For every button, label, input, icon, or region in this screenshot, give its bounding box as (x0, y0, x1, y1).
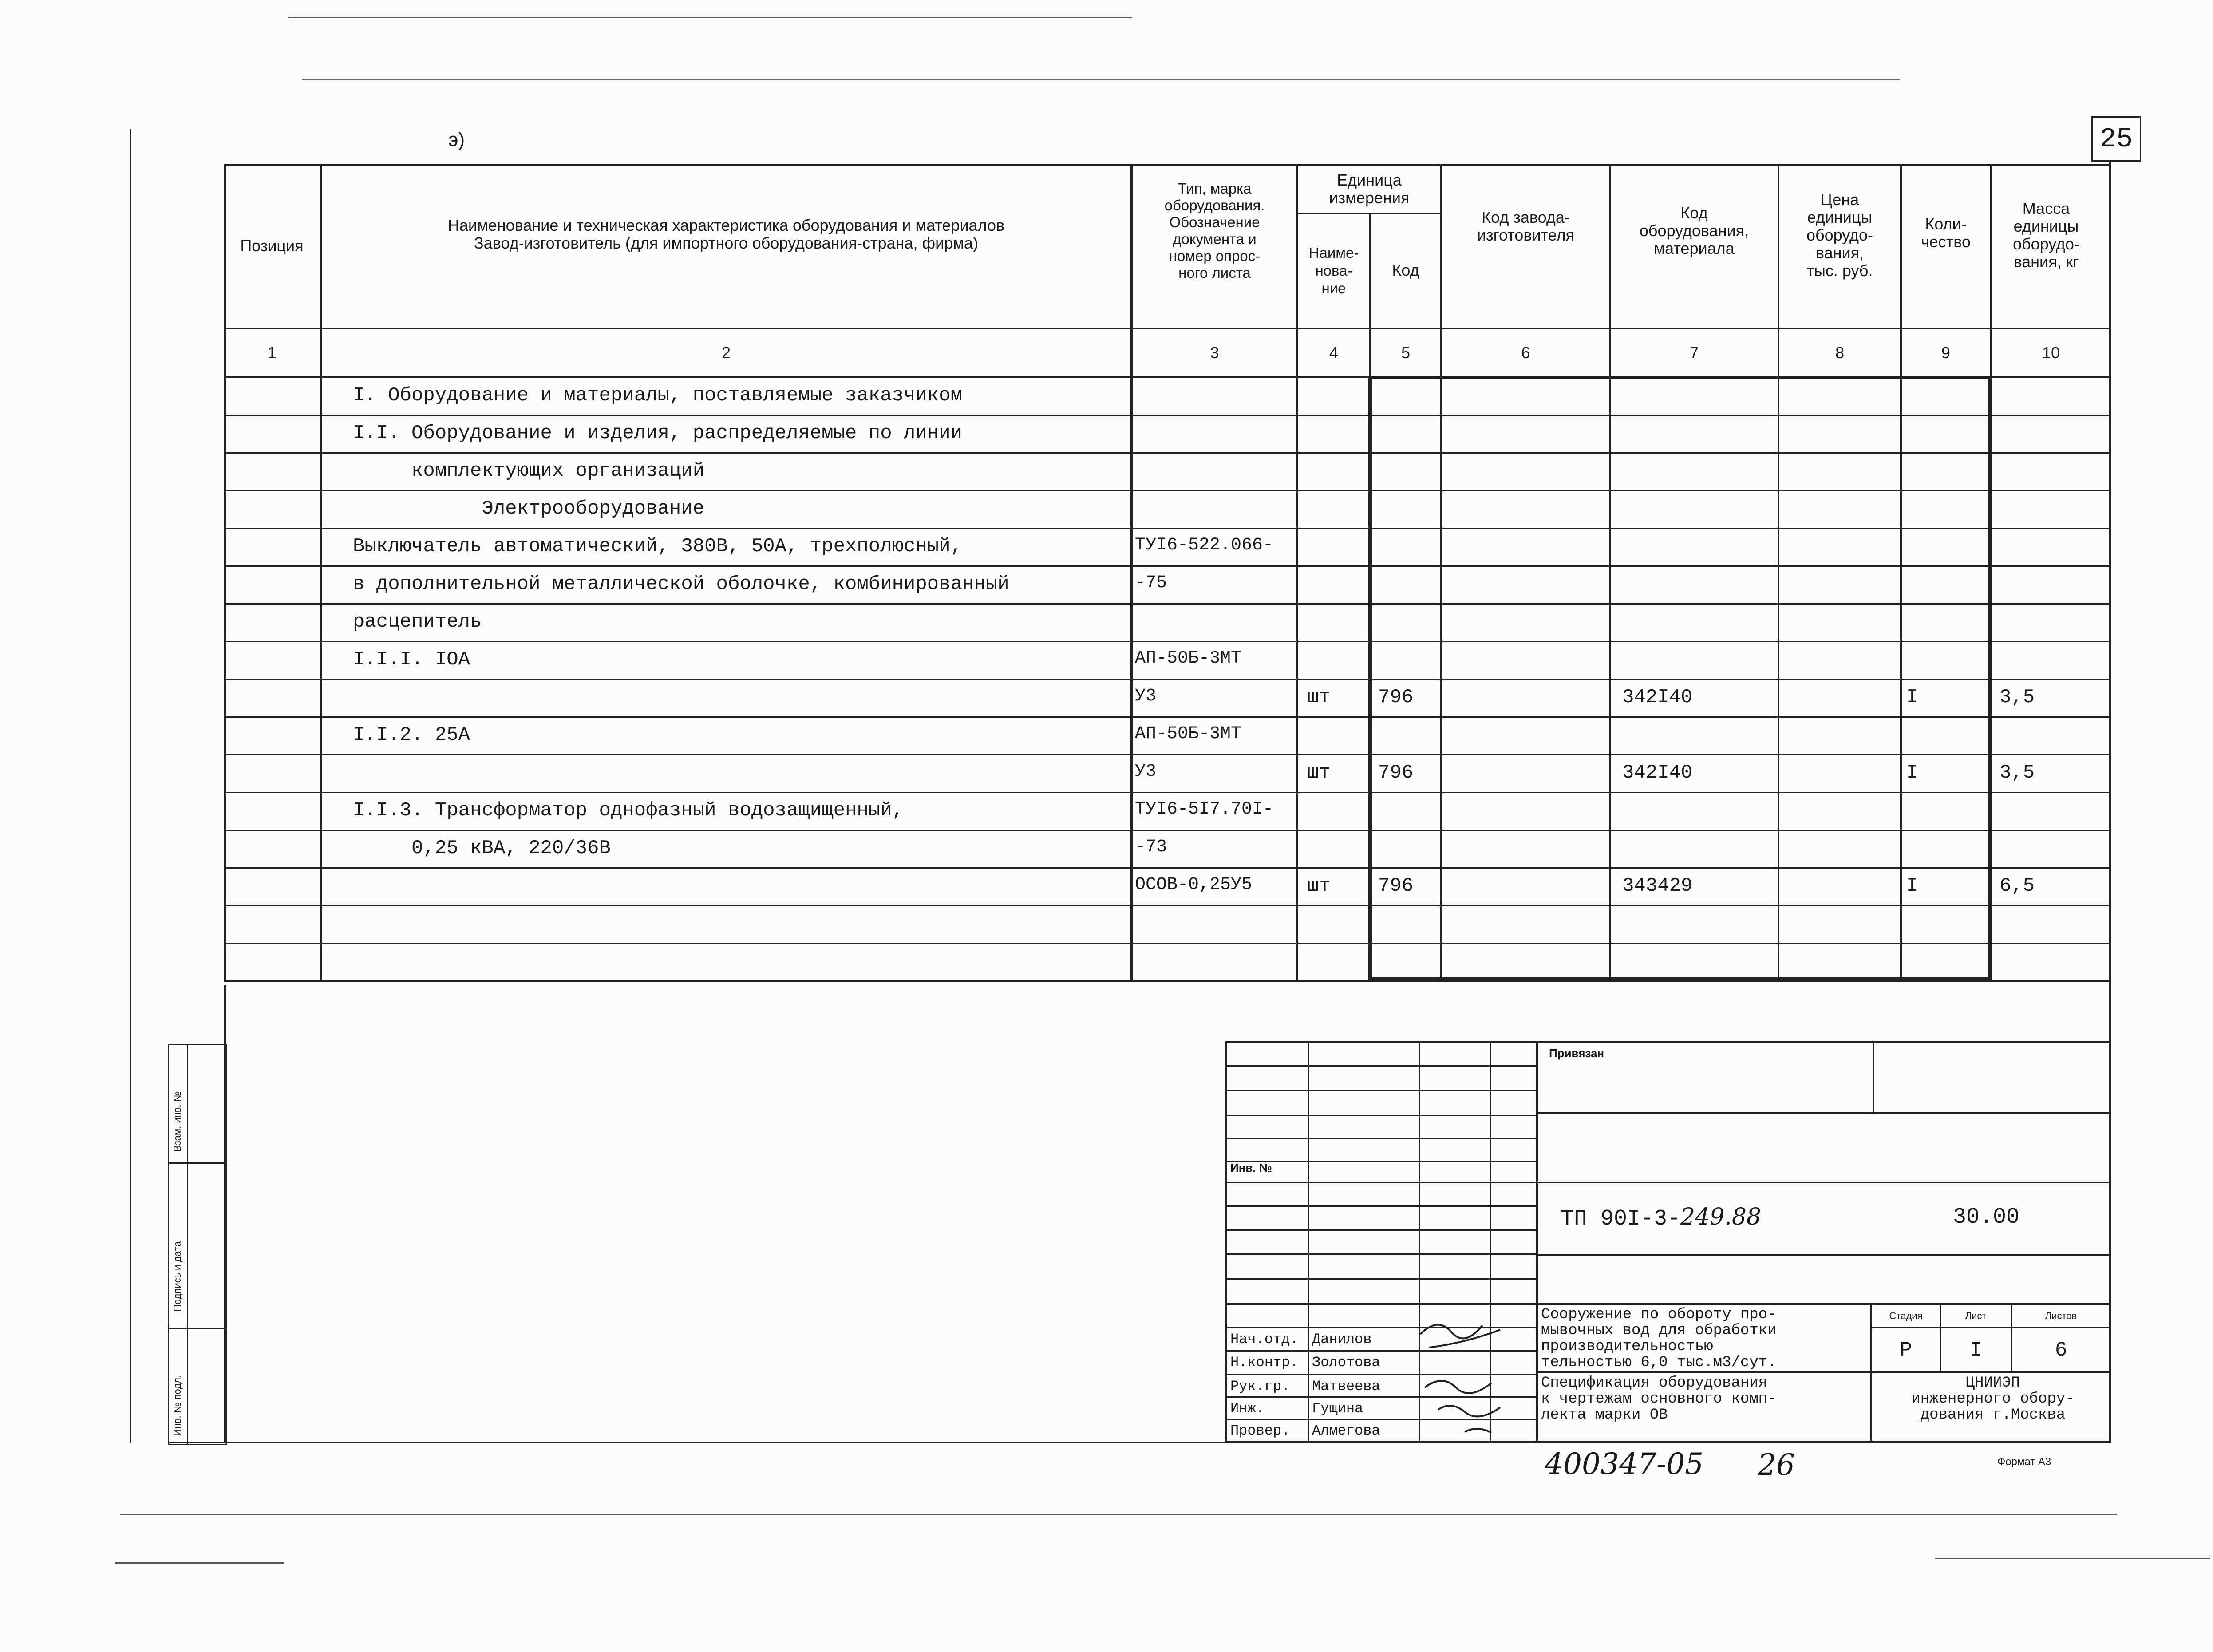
organization: ЦНИИЭП инженерного обору- дования г.Москва (1911, 1375, 2075, 1423)
header-quantity: Коли- чество (1921, 215, 1971, 251)
row-name: комплектующих организаций (353, 460, 705, 482)
row-quantity: I (1906, 686, 1918, 708)
row-quantity: I (1906, 762, 1918, 784)
object-title: Сооружение по обороту про- мывочных вод для обработки производительностью тельностью 6,0 тыс.м3/сут. (1541, 1306, 1777, 1371)
row-name: I.I. Оборудование и изделия, распределяемые по линии (353, 422, 963, 444)
table-row (224, 416, 2110, 454)
table-row (224, 378, 2110, 416)
stadia-value: Р (1900, 1338, 1912, 1362)
col-number: 10 (2042, 344, 2060, 362)
staff-role: Нач.отд. (1230, 1331, 1299, 1348)
col-number: 2 (721, 344, 731, 362)
row-name: I.I.I. IOA (353, 648, 470, 671)
header-factory-code: Код завода- изготовителя (1477, 208, 1574, 244)
row-type: -73 (1135, 837, 1167, 857)
row-unit-code: 796 (1378, 686, 1414, 708)
scan-line (115, 1562, 284, 1564)
header-name: Наименование и техническая характеристика оборудования и материалов Завод-изготовитель (для импортного оборудования-страна, фирма) (447, 216, 1005, 252)
doc-suffix: 30.00 (1953, 1205, 2020, 1230)
archive-number: 400347-05 (1545, 1447, 1704, 1481)
header-type: Тип, марка оборудования. Обозначение документа и номер опрос- ного листа (1164, 180, 1265, 281)
listov-value: 6 (2055, 1338, 2067, 1362)
staff-name: Матвеева (1312, 1378, 1380, 1395)
header-unit-group: Единица измерения (1329, 171, 1410, 207)
row-name: I. Оборудование и материалы, поставляемые заказчиком (353, 384, 963, 407)
row-name: Выключатель автоматический, 380В, 50А, трехполюсный, (353, 535, 963, 557)
scan-line (302, 79, 1900, 80)
margin-label: Инв. № подл. (172, 1375, 183, 1436)
col-number: 3 (1210, 344, 1219, 362)
row-type: АП-50Б-3МТ (1135, 648, 1242, 668)
margin-label: Взам. инв. № (172, 1091, 183, 1152)
table-row (224, 680, 2110, 718)
staff-role: Провер. (1230, 1423, 1290, 1439)
listov-label: Листов (2045, 1310, 2077, 1321)
spec-table (224, 164, 2110, 982)
row-unit-code: 796 (1378, 875, 1414, 897)
table-row (224, 529, 2110, 567)
row-unit: шт (1307, 686, 1331, 708)
row-type: У3 (1135, 686, 1157, 706)
header-unit-code: Код (1392, 261, 1419, 279)
scan-line (288, 17, 1132, 18)
col-number: 9 (1941, 344, 1951, 362)
row-name: Электрооборудование (353, 498, 705, 520)
col-number: 8 (1835, 344, 1845, 362)
staff-name: Алмегова (1312, 1423, 1380, 1439)
archive-page: 26 (1758, 1448, 1795, 1482)
row-type: ОСОВ-0,25У5 (1135, 875, 1253, 895)
staff-role: Рук.гр. (1230, 1378, 1290, 1395)
row-material-code: 343429 (1622, 875, 1693, 897)
row-unit: шт (1307, 875, 1331, 897)
row-type: ТУI6-522.066- (1135, 535, 1274, 555)
table-row (224, 642, 2110, 680)
table-row (224, 755, 2110, 793)
header-mass: Масса единицы оборудо- вания, кг (2012, 199, 2080, 271)
row-name: в дополнительной металлической оболочке, комбинированный (353, 573, 1009, 595)
staff-name: Гущина (1312, 1400, 1363, 1417)
stadia-label: Стадия (1889, 1310, 1923, 1321)
doc-code: ТП 90I-3-249.88 (1561, 1204, 1761, 1232)
scan-line (120, 1514, 2117, 1515)
staff-role: Н.контр. (1230, 1354, 1299, 1371)
list-value: I (1969, 1338, 1982, 1362)
col-number: 6 (1521, 344, 1530, 362)
staff-name: Данилов (1312, 1331, 1372, 1348)
page-number: 25 (2091, 116, 2141, 162)
row-material-code: 342I40 (1622, 686, 1693, 708)
row-type: У3 (1135, 762, 1157, 782)
title-block (1225, 1041, 2110, 1443)
header-material-code: Код оборудования, материала (1639, 204, 1749, 257)
frame-left (130, 129, 131, 1443)
row-quantity: I (1906, 875, 1918, 897)
row-mass: 3,5 (2000, 686, 2035, 708)
row-name: расцепитель (353, 611, 482, 633)
table-row (224, 869, 2110, 906)
row-name: I.I.2. 25A (353, 724, 470, 746)
table-row (224, 944, 2110, 982)
row-type: -75 (1135, 573, 1167, 593)
header-position: Позиция (240, 237, 304, 255)
col-number: 4 (1329, 344, 1339, 362)
staff-role: Инж. (1230, 1400, 1265, 1417)
col-number: 7 (1689, 344, 1699, 362)
col-number: 1 (267, 344, 277, 362)
scan-line (1935, 1558, 2210, 1559)
row-mass: 3,5 (2000, 762, 2035, 784)
header-unit-name: Наиме- нова- ние (1308, 245, 1359, 296)
inv-no-label: Инв. № (1230, 1161, 1272, 1174)
row-name: 0,25 кВА, 220/36В (353, 837, 611, 859)
row-material-code: 342I40 (1622, 762, 1693, 784)
row-unit-code: 796 (1378, 762, 1414, 784)
staff-name: Золотова (1312, 1354, 1380, 1371)
margin-label: Подпись и дата (172, 1241, 183, 1312)
col-number: 5 (1401, 344, 1411, 362)
row-unit: шт (1307, 762, 1331, 784)
header-price: Цена единицы оборудо- вания, тыс. руб. (1806, 190, 1873, 280)
table-row (224, 454, 2110, 491)
list-label: Лист (1965, 1310, 1987, 1321)
signature-marks (1411, 1312, 1545, 1441)
section-letter: э) (448, 129, 465, 150)
table-row (224, 793, 2110, 831)
table-row (224, 718, 2110, 755)
row-type: ТУI6-5I7.70I- (1135, 799, 1274, 819)
row-type: АП-50Б-3МТ (1135, 724, 1242, 744)
format-label: Формат А3 (1997, 1456, 2051, 1468)
privyazan-label: Привязан (1549, 1047, 1604, 1060)
table-row (224, 605, 2110, 642)
row-mass: 6,5 (2000, 875, 2035, 897)
left-margin-stamp (168, 1044, 227, 1445)
table-row (224, 567, 2110, 605)
row-name: I.I.3. Трансформатор однофазный водозащищенный, (353, 799, 904, 822)
table-row (224, 831, 2110, 869)
table-row (224, 906, 2110, 944)
sheet-title: Спецификация оборудования к чертежам основного комп- лекта марки ОВ (1541, 1375, 1777, 1423)
table-row (224, 491, 2110, 529)
